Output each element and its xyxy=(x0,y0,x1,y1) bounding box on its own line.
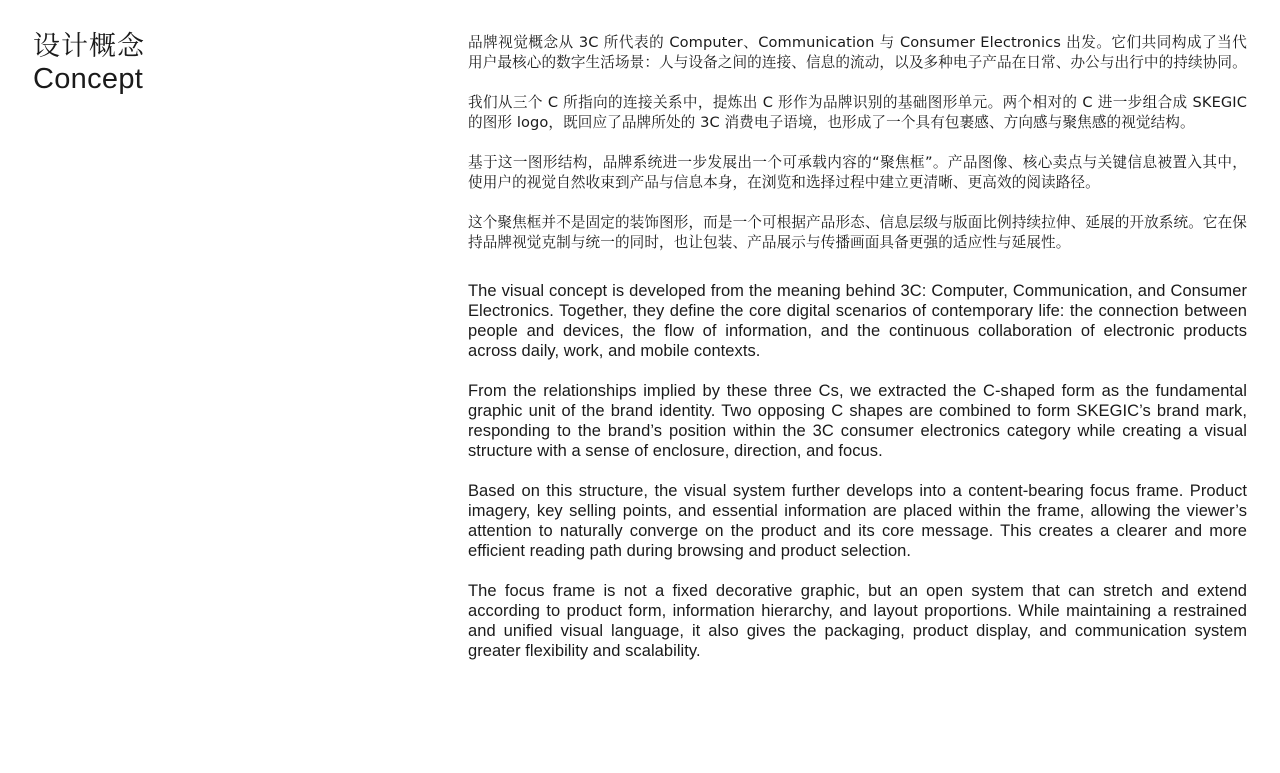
en-paragraph-3: Based on this structure, the visual system further develops into a content-bearing focus frame. Product imagery, key selling points, and essential information are placed within the frame, allowing the viewer’s attention to naturally converge on the product and its core message. This creates a clearer and more efficient reading path during browsing and product selection. xyxy=(468,482,1247,560)
zh-paragraph-4: 这个聚焦框并不是固定的装饰图形，而是一个可根据产品形态、信息层级与版面比例持续拉伸、延展的开放系统。它在保持品牌视觉克制与统一的同时，也让包装、产品展示与传播画面具备更强的适应性与延展性。 xyxy=(468,214,1247,251)
zh-paragraph-1: 品牌视觉概念从 3C 所代表的 Computer、Communication 与 Consumer Electronics 出发。它们共同构成了当代用户最核心的数字生活场景：人与设备之间的连接、信息的流动，以及多种电子产品在日常、办公与出行中的持续协同。 xyxy=(468,34,1247,71)
page-heading xyxy=(33,30,145,94)
heading-chinese: 设计概念 xyxy=(33,31,145,62)
zh-paragraph-2: 我们从三个 C 所指向的连接关系中，提炼出 C 形作为品牌识别的基础图形单元。两个相对的 C 进一步组合成 SKEGIC 的图形 logo，既回应了品牌所处的 3C 消费电子语境，也形成了一个具有包裹感、方向感与聚焦感的视觉结构。 xyxy=(468,94,1247,131)
en-paragraph-2: From the relationships implied by these three Cs, we extracted the C-shaped form as the fundamental graphic unit of the brand identity. Two opposing C shapes are combined to form SKEGIC’s brand mark, responding to the brand’s position within the 3C consumer electronics category while creating a visual structure with a sense of enclosure, direction, and focus. xyxy=(468,382,1247,460)
zh-paragraph-3: 基于这一图形结构，品牌系统进一步发展出一个可承载内容的“聚焦框”。产品图像、核心卖点与关键信息被置入其中，使用户的视觉自然收束到产品与信息本身，在浏览和选择过程中建立更清晰、更高效的阅读路径。 xyxy=(468,154,1247,191)
en-paragraph-4: The focus frame is not a fixed decorative graphic, but an open system that can stretch and extend according to product form, information hierarchy, and layout proportions. While maintaining a restrained and unified visual language, it also gives the packaging, product display, and communication system greater flexibility and scalability. xyxy=(468,582,1247,660)
concept-text-column xyxy=(468,33,1247,681)
heading-english: Concept xyxy=(33,63,144,95)
en-paragraph-1: The visual concept is developed from the meaning behind 3C: Computer, Communication, and Consumer Electronics. Together, they define the core digital scenarios of contemporary life: the connection between people and devices, the flow of information, and the continuous collaboration of electronic products across daily, work, and mobile contexts. xyxy=(468,282,1247,360)
